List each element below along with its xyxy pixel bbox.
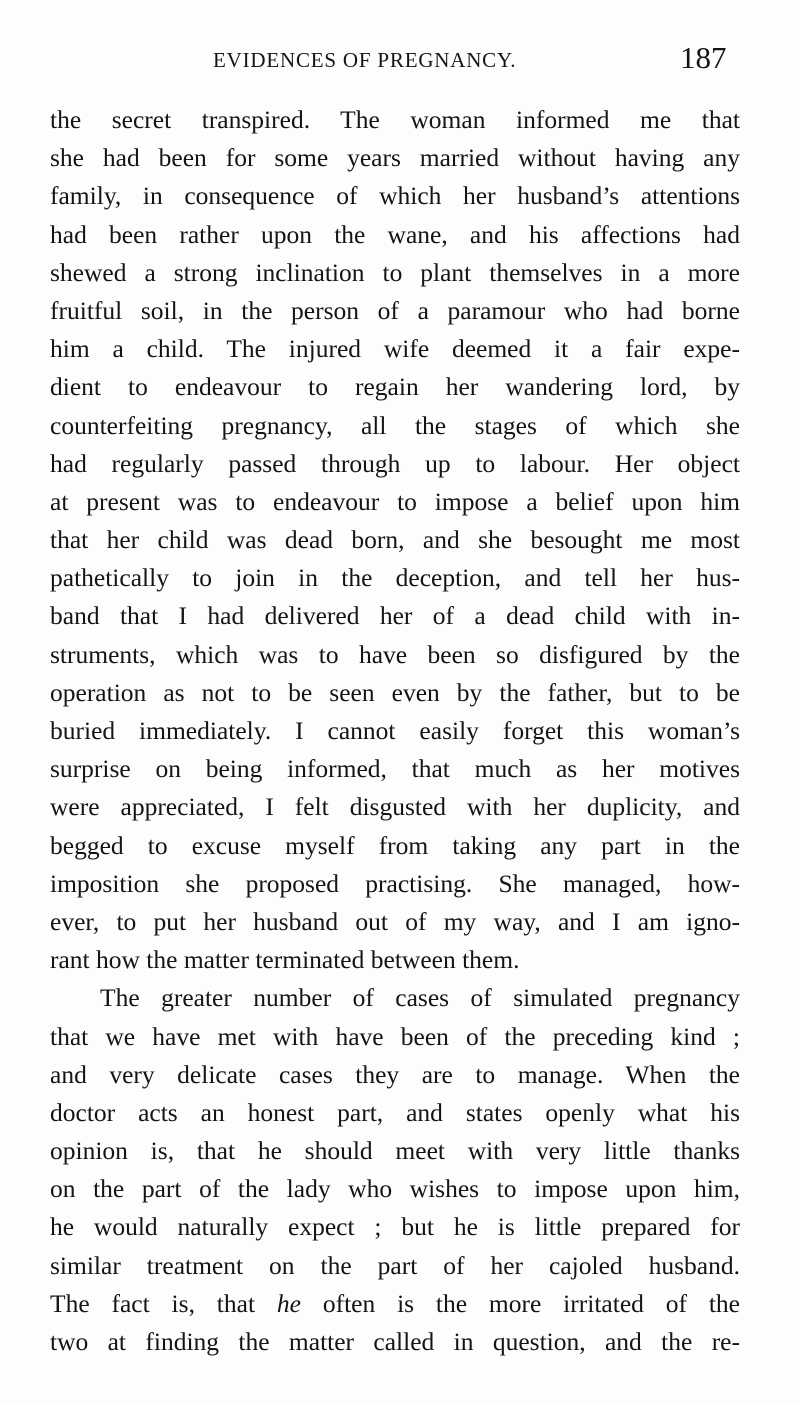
text-line: had been rather upon the wane, and his affections had [50,219,740,249]
text-line: had regularly passed through up to labour. Her object [50,448,740,478]
text-line: fruitful soil, in the person of a paramour who had borne [50,295,740,325]
text-line: ever, to put her husband out of my way, and I am igno- [50,906,740,936]
text-line: she had been for some years married without having any [50,143,740,173]
text-line: at present was to endeavour to impose a belief upon him [50,486,740,516]
text-line: family, in consequence of which her husband’s attentions [50,181,740,211]
paragraph-start-line: The greater number of cases of simulated pregnancy [100,983,740,1013]
text-line: shewed a strong inclination to plant themselves in a more [50,257,740,287]
text-line: him a child. The injured wife deemed it a fair expe- [50,334,740,364]
line-end: often is the more irritated of the [300,1288,740,1318]
line-start: The fact is, that [50,1288,277,1318]
text-line: two at finding the matter called in question, and the re- [50,1327,740,1356]
text-line: opinion is, that he should meet with very little thanks [50,1136,740,1166]
italic-emphasis: he [276,1288,301,1318]
text-line: imposition she proposed practising. She managed, how- [50,868,740,898]
text-line: operation as not to be seen even by the father, but to be [50,677,740,707]
page-number: 187 [680,40,727,75]
paragraph-end-line: rant how the matter terminated between them. [50,945,520,975]
text-line: dient to endeavour to regain her wandering lord, by [50,372,740,402]
text-line: and very delicate cases they are to manage. When the [50,1059,740,1089]
text-line: counterfeiting pregnancy, all the stages of which she [50,410,740,440]
running-title: EVIDENCES OF PREGNANCY. [213,48,517,72]
text-line: that her child was dead born, and she besought me most [50,525,740,555]
text-line: were appreciated, I felt disgusted with her duplicity, and [50,792,740,822]
text-line: struments, which was to have been so disfigured by the [50,639,740,669]
text-line: pathetically to join in the deception, and tell her hus- [50,563,740,593]
text-line-with-emphasis [50,1285,740,1323]
body-text [50,101,740,1361]
text-line: buried immediately. I cannot easily forget this woman’s [50,716,740,745]
text-line: the secret transpired. The woman informed me that [50,105,740,134]
text-line: surprise on being informed, that much as her motives [50,754,740,784]
text-line: begged to excuse myself from taking any part in the [50,830,740,860]
text-line: band that I had delivered her of a dead child with in- [50,601,740,631]
text-line: he would naturally expect ; but he is little prepared for [50,1212,740,1242]
text-line: on the part of the lady who wishes to impose upon him, [50,1174,740,1204]
text-line: doctor acts an honest part, and states openly what his [50,1097,740,1127]
running-header [0,40,800,80]
text-line: similar treatment on the part of her cajoled husband. [50,1250,740,1280]
text-line: that we have met with have been of the preceding kind ; [50,1021,740,1051]
